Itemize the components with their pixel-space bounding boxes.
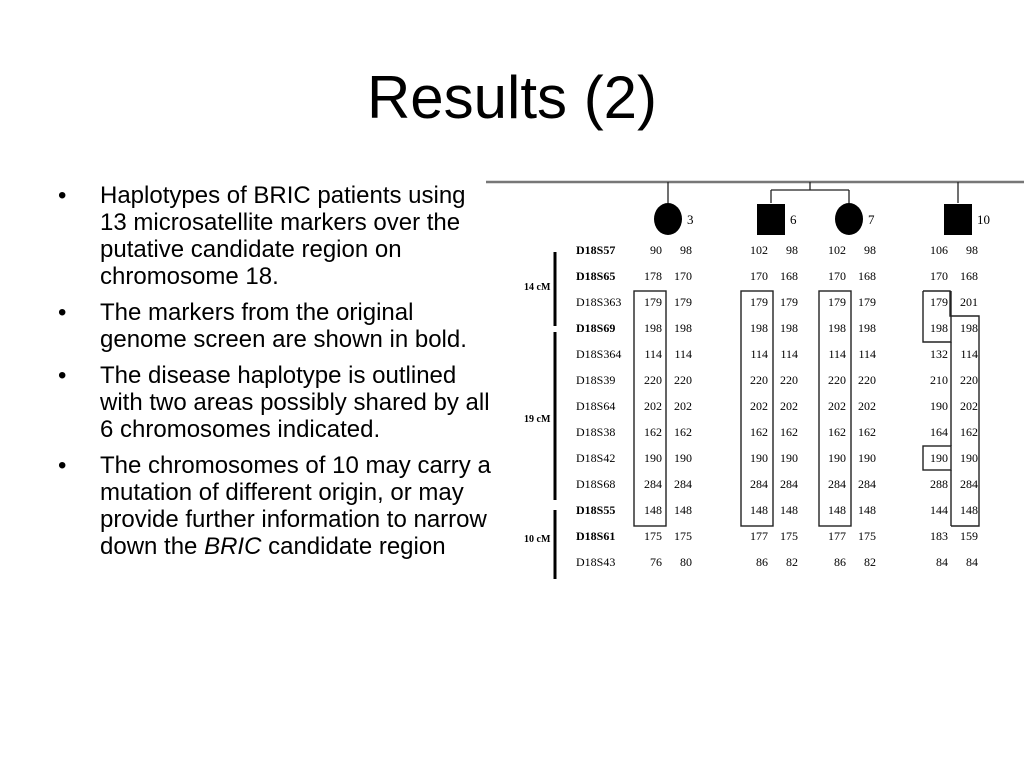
allele-value: 162	[750, 425, 768, 439]
pedigree-connectors	[668, 182, 958, 203]
allele-value: 175	[780, 529, 798, 543]
allele-value: 114	[750, 347, 768, 361]
allele-value: 179	[644, 295, 662, 309]
allele-value: 210	[930, 373, 948, 387]
allele-value: 288	[930, 477, 948, 491]
bullet-text: Haplotypes of BRIC patients using 13 microsatellite markers over the putative candidate region on chromosome 18.	[100, 182, 466, 290]
allele-value: 82	[864, 555, 876, 569]
allele-value: 202	[858, 399, 876, 413]
allele-value: 114	[828, 347, 846, 361]
bullet-list	[58, 182, 498, 569]
allele-value: 98	[786, 243, 798, 257]
allele-value: 84	[966, 555, 978, 569]
allele-value: 202	[644, 399, 662, 413]
allele-value: 114	[644, 347, 662, 361]
allele-value: 144	[930, 503, 948, 517]
individual-id: 7	[868, 212, 875, 227]
allele-value: 170	[828, 269, 846, 283]
allele-value: 190	[674, 451, 692, 465]
marker-label: D18S364	[576, 347, 622, 361]
allele-value: 179	[674, 295, 692, 309]
allele-value: 198	[960, 321, 978, 335]
allele-value: 148	[750, 503, 768, 517]
allele-value: 202	[674, 399, 692, 413]
allele-value: 177	[750, 529, 768, 543]
allele-value: 132	[930, 347, 948, 361]
allele-value: 90	[650, 243, 662, 257]
marker-label: D18S64	[576, 399, 616, 413]
allele-value: 198	[750, 321, 768, 335]
allele-value: 114	[780, 347, 798, 361]
individual-id: 10	[977, 212, 990, 227]
allele-value: 190	[644, 451, 662, 465]
allele-value: 284	[960, 477, 978, 491]
allele-value: 179	[930, 295, 948, 309]
allele-value: 284	[674, 477, 692, 491]
allele-value: 202	[828, 399, 846, 413]
bullet-text: The chromosomes of 10 may carry a mutation of different origin, or may provide further information to narrow down the	[100, 452, 491, 560]
allele-value: 162	[674, 425, 692, 439]
bullet-marker: •	[58, 299, 67, 326]
allele-value: 102	[828, 243, 846, 257]
allele-value: 190	[858, 451, 876, 465]
allele-value: 168	[858, 269, 876, 283]
cm-label: 19 cM	[524, 414, 551, 425]
allele-value: 179	[858, 295, 876, 309]
marker-label: D18S55	[576, 503, 616, 517]
marker-label: D18S57	[576, 243, 616, 257]
allele-value: 162	[960, 425, 978, 439]
allele-value: 86	[834, 555, 846, 569]
individual-id: 6	[790, 212, 797, 227]
marker-label: D18S39	[576, 373, 616, 387]
allele-value: 220	[644, 373, 662, 387]
allele-value: 183	[930, 529, 948, 543]
allele-value: 148	[674, 503, 692, 517]
marker-label: D18S69	[576, 321, 616, 335]
allele-value: 190	[930, 399, 948, 413]
allele-value: 177	[828, 529, 846, 543]
marker-label: D18S42	[576, 451, 616, 465]
allele-value: 98	[966, 243, 978, 257]
allele-value: 114	[960, 347, 978, 361]
allele-value: 106	[930, 243, 948, 257]
cm-label: 14 cM	[524, 282, 551, 293]
allele-value: 284	[780, 477, 798, 491]
allele-value: 162	[828, 425, 846, 439]
individual-id: 3	[687, 212, 694, 227]
allele-value: 170	[750, 269, 768, 283]
allele-value: 168	[960, 269, 978, 283]
allele-value: 190	[960, 451, 978, 465]
allele-value: 220	[674, 373, 692, 387]
allele-value: 148	[644, 503, 662, 517]
allele-value: 198	[858, 321, 876, 335]
allele-value: 220	[780, 373, 798, 387]
allele-value: 179	[828, 295, 846, 309]
allele-value: 168	[780, 269, 798, 283]
bullet-item	[58, 362, 498, 443]
allele-value: 170	[930, 269, 948, 283]
female-symbol-icon	[654, 203, 682, 235]
allele-value: 190	[930, 451, 948, 465]
allele-value: 284	[644, 477, 662, 491]
allele-value: 98	[864, 243, 876, 257]
marker-label: D18S61	[576, 529, 616, 543]
male-symbol-icon	[944, 204, 972, 235]
allele-value: 190	[750, 451, 768, 465]
allele-value: 164	[930, 425, 948, 439]
allele-value: 284	[750, 477, 768, 491]
allele-value: 162	[644, 425, 662, 439]
allele-value: 198	[780, 321, 798, 335]
allele-value: 84	[936, 555, 948, 569]
allele-value: 148	[780, 503, 798, 517]
allele-value: 162	[858, 425, 876, 439]
allele-value: 148	[960, 503, 978, 517]
bullet-text: The disease haplotype is outlined with two areas possibly shared by all 6 chromosomes indicated.	[100, 362, 490, 443]
male-symbol-icon	[757, 204, 785, 235]
allele-value: 201	[960, 295, 978, 309]
bullet-marker: •	[58, 452, 67, 479]
allele-value: 178	[644, 269, 662, 283]
slide-title: Results (2)	[366, 64, 658, 131]
allele-value: 175	[858, 529, 876, 543]
bullet-marker: •	[58, 182, 67, 209]
allele-value: 114	[674, 347, 692, 361]
allele-value: 198	[674, 321, 692, 335]
allele-value: 220	[750, 373, 768, 387]
allele-value: 284	[828, 477, 846, 491]
allele-value: 162	[780, 425, 798, 439]
allele-value: 86	[756, 555, 768, 569]
allele-value: 179	[780, 295, 798, 309]
bullet-item	[58, 452, 498, 560]
allele-value: 102	[750, 243, 768, 257]
allele-value: 190	[780, 451, 798, 465]
bullet-item	[58, 182, 498, 290]
allele-value: 198	[930, 321, 948, 335]
allele-value: 114	[858, 347, 876, 361]
marker-label: D18S363	[576, 295, 622, 309]
bullet-marker: •	[58, 362, 67, 389]
bullet-text: candidate region	[261, 533, 446, 560]
marker-label: D18S43	[576, 555, 616, 569]
allele-value: 198	[828, 321, 846, 335]
allele-value: 148	[858, 503, 876, 517]
allele-value: 80	[680, 555, 692, 569]
marker-label: D18S65	[576, 269, 616, 283]
allele-value: 82	[786, 555, 798, 569]
allele-value: 220	[858, 373, 876, 387]
allele-value: 190	[828, 451, 846, 465]
haplotype-figure	[486, 174, 1024, 584]
bullet-text-italic: BRIC	[204, 533, 262, 560]
marker-label: D18S68	[576, 477, 616, 491]
allele-value: 148	[828, 503, 846, 517]
allele-value: 76	[650, 555, 662, 569]
allele-value: 220	[828, 373, 846, 387]
allele-value: 202	[750, 399, 768, 413]
female-symbol-icon	[835, 203, 863, 235]
cm-label: 10 cM	[524, 534, 551, 545]
allele-value: 170	[674, 269, 692, 283]
allele-value: 175	[644, 529, 662, 543]
allele-value: 202	[780, 399, 798, 413]
marker-label: D18S38	[576, 425, 616, 439]
bullet-text: The markers from the original genome screen are shown in bold.	[100, 299, 467, 353]
allele-value: 159	[960, 529, 978, 543]
allele-value: 179	[750, 295, 768, 309]
allele-value: 98	[680, 243, 692, 257]
allele-value: 202	[960, 399, 978, 413]
allele-value: 220	[960, 373, 978, 387]
allele-value: 198	[644, 321, 662, 335]
allele-value: 175	[674, 529, 692, 543]
allele-value: 284	[858, 477, 876, 491]
bullet-item	[58, 299, 498, 353]
